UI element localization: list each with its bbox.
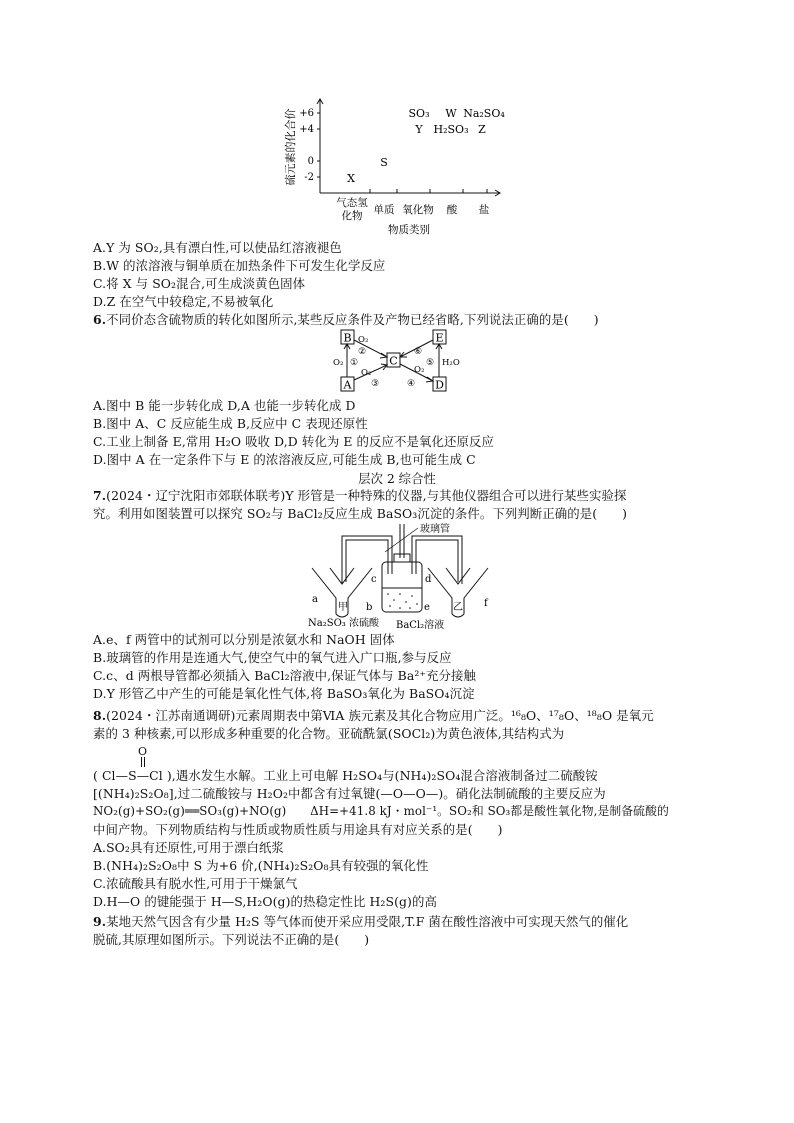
x-category: 酸 <box>446 204 458 216</box>
label-yi: 乙 <box>453 602 463 613</box>
question-stem: (2024・江苏南通调研)元素周期表中第ⅥA 族元素及其化合物应用广泛。¹⁶₈O、¹⁷₈O、¹⁸₈O 是氧元 <box>106 708 654 723</box>
step-number: ⑥ <box>414 347 423 357</box>
question-stem: 不同价态含硫物质的转化如图所示,某些反应条件及产物已经省略,下列说法正确的是( ) <box>106 312 599 327</box>
label-c: c <box>371 574 377 585</box>
option-a: A.SO₂具有还原性,可用于漂白纸浆 <box>93 840 284 855</box>
option-b: B.(NH₄)₂S₂O₈中 S 为+6 价,(NH₄)₂S₂O₈具有较强的氧化性 <box>93 858 429 873</box>
label-f: f <box>484 598 488 609</box>
option-c: C.工业上制备 E,常用 H₂O 吸收 D,D 转化为 E 的反应不是氧化还原反应 <box>93 434 494 449</box>
option-b: B.图中 A、C 反应能生成 B,反应中 C 表现还原性 <box>93 416 368 431</box>
question-stem-line: 脱硫,其原理如图所示。下列说法不正确的是( ) <box>93 932 370 947</box>
option-a: A.图中 B 能一步转化成 D,A 也能一步转化成 D <box>93 398 356 413</box>
label-glass-tube: 玻璃管 <box>420 524 450 535</box>
reagent: O₂ <box>358 335 369 345</box>
node-a: A <box>343 378 352 392</box>
question-9 <box>93 913 628 930</box>
question-stem: 某地天然气因含有少量 H₂S 等气体而使开采应用受限,T.F 菌在酸性溶液中可实现天然气的催化 <box>106 914 629 929</box>
question-number: 9. <box>93 914 107 929</box>
label-e: e <box>424 602 430 613</box>
double-bond <box>141 757 145 767</box>
structure-oxygen: O <box>138 745 148 758</box>
node-e: E <box>435 331 444 345</box>
reagent: O₂ <box>361 368 372 378</box>
label-jia: 甲 <box>338 602 348 613</box>
question-number: 7. <box>93 488 107 503</box>
y-tick: +6 <box>299 108 314 119</box>
question-stem-line: 素的 3 种核素,可以形成多种重要的化合物。亚硫酰氯(SOCl₂)为黄色液体,其结构式为 <box>93 726 565 741</box>
step-number: ③ <box>371 379 380 389</box>
question-7 <box>93 487 626 504</box>
question-8 <box>93 707 654 724</box>
question-number: 6. <box>93 312 107 327</box>
label-b: b <box>366 602 373 613</box>
x-category: 气态氢 <box>336 197 368 209</box>
step-number: ① <box>350 358 359 368</box>
x-axis-label: 物质类别 <box>388 224 430 236</box>
label-d: d <box>425 574 432 585</box>
question-stem-line: NO₂(g)+SO₂(g)══SO₃(g)+NO(g) ΔH=+41.8 kJ・mol⁻¹。SO₂和 SO₃都是酸性氧化物,是制备硫酸的 <box>93 804 669 818</box>
point-z: Z <box>478 123 486 136</box>
question-number: 8. <box>93 708 107 723</box>
x-category: 盐 <box>478 204 490 216</box>
point-w: W <box>445 107 457 120</box>
step-number: ② <box>358 347 367 357</box>
option-d: D.Z 在空气中较稳定,不易被氧化 <box>93 294 274 309</box>
option-a: A.Y 为 SO₂,具有漂白性,可以使品红溶液褪色 <box>93 240 342 255</box>
question-stem: (2024・辽宁沈阳市郊联体联考)Y 形管是一种特殊的仪器,与其他仪器组合可以进行某些实验探 <box>106 488 627 503</box>
point-y: Y <box>415 123 423 136</box>
step-number: ⑤ <box>426 358 435 368</box>
question-stem-line: [(NH₄)₂S₂O₈],过二硫酸铵与 H₂O₂中都含有过氧键(—O—O—)。硝化法制硫酸的主要反应为 <box>93 786 606 801</box>
label-reagents-left: Na₂SO₃ 浓硫酸 <box>308 618 379 629</box>
reagent: O₂ <box>414 365 425 375</box>
question-stem-line: 中间产物。下列物质结构与性质或物质性质与用途具有对应关系的是( ) <box>93 822 503 837</box>
x-category: 单质 <box>373 204 395 216</box>
question-6 <box>93 311 599 328</box>
step-number: ④ <box>407 379 416 389</box>
reagent: H₂O <box>442 358 460 368</box>
label-a: a <box>312 594 318 605</box>
y-tick: -2 <box>304 172 314 183</box>
question-stem-line: ( Cl—S—Cl ),遇水发生水解。工业上可电解 H₂SO₄与(NH₄)₂SO₄混合溶液制备过二硫酸铵 <box>93 768 598 783</box>
node-c: C <box>389 354 398 368</box>
node-d: D <box>435 378 444 392</box>
option-a: A.e、f 两管中的试剂可以分别是浓氨水和 NaOH 固体 <box>93 632 395 647</box>
sulfur-conversion-diagram <box>330 328 470 396</box>
option-b: B.玻璃管的作用是连通大气,使空气中的氧气进入广口瓶,参与反应 <box>93 650 452 665</box>
option-c: C.将 X 与 SO₂混合,可生成淡黄色固体 <box>93 276 306 291</box>
y-axis-label: 硫元素的化合价 <box>284 108 297 186</box>
y-tick: +4 <box>299 124 314 135</box>
point-h2so3: H₂SO₃ <box>433 123 469 136</box>
point-s: S <box>380 156 388 169</box>
option-c: C.c、d 两根导管都必须插入 BaCl₂溶液中,保证气体与 Ba²⁺充分接触 <box>93 668 476 683</box>
y-tick: 0 <box>307 156 314 167</box>
node-b: B <box>343 331 352 345</box>
option-b: B.W 的浓溶液与铜单质在加热条件下可发生化学反应 <box>93 258 386 273</box>
point-so3: SO₃ <box>408 107 430 120</box>
option-d: D.Y 形管乙中产生的可能是氧化性气体,将 BaSO₃氧化为 BaSO₄沉淀 <box>93 686 475 701</box>
question-stem-line: 究。利用如图装置可以探究 SO₂与 BaCl₂反应生成 BaSO₃沉淀的条件。下列判断正确的是( ) <box>93 506 628 521</box>
option-d: D.H—O 的键能强于 H—S,H₂O(g)的热稳定性比 H₂S(g)的高 <box>93 894 437 909</box>
label-bacl2-solution: BaCl₂溶液 <box>396 620 445 630</box>
point-x: X <box>347 172 355 185</box>
x-category: 化物 <box>341 210 363 222</box>
option-c: C.浓硫酸具有脱水性,可用于干燥氯气 <box>93 876 298 891</box>
sulfur-valence-chart <box>280 95 520 240</box>
reagent: O₂ <box>333 358 344 368</box>
y-tube-apparatus <box>300 522 500 630</box>
point-na2so4: Na₂SO₄ <box>463 107 505 120</box>
section-heading: 层次 2 综合性 <box>358 471 436 486</box>
x-category: 氧化物 <box>402 204 434 216</box>
option-d: D.图中 A 在一定条件下与 E 的浓溶液反应,可能生成 B,也可能生成 C <box>93 452 476 467</box>
